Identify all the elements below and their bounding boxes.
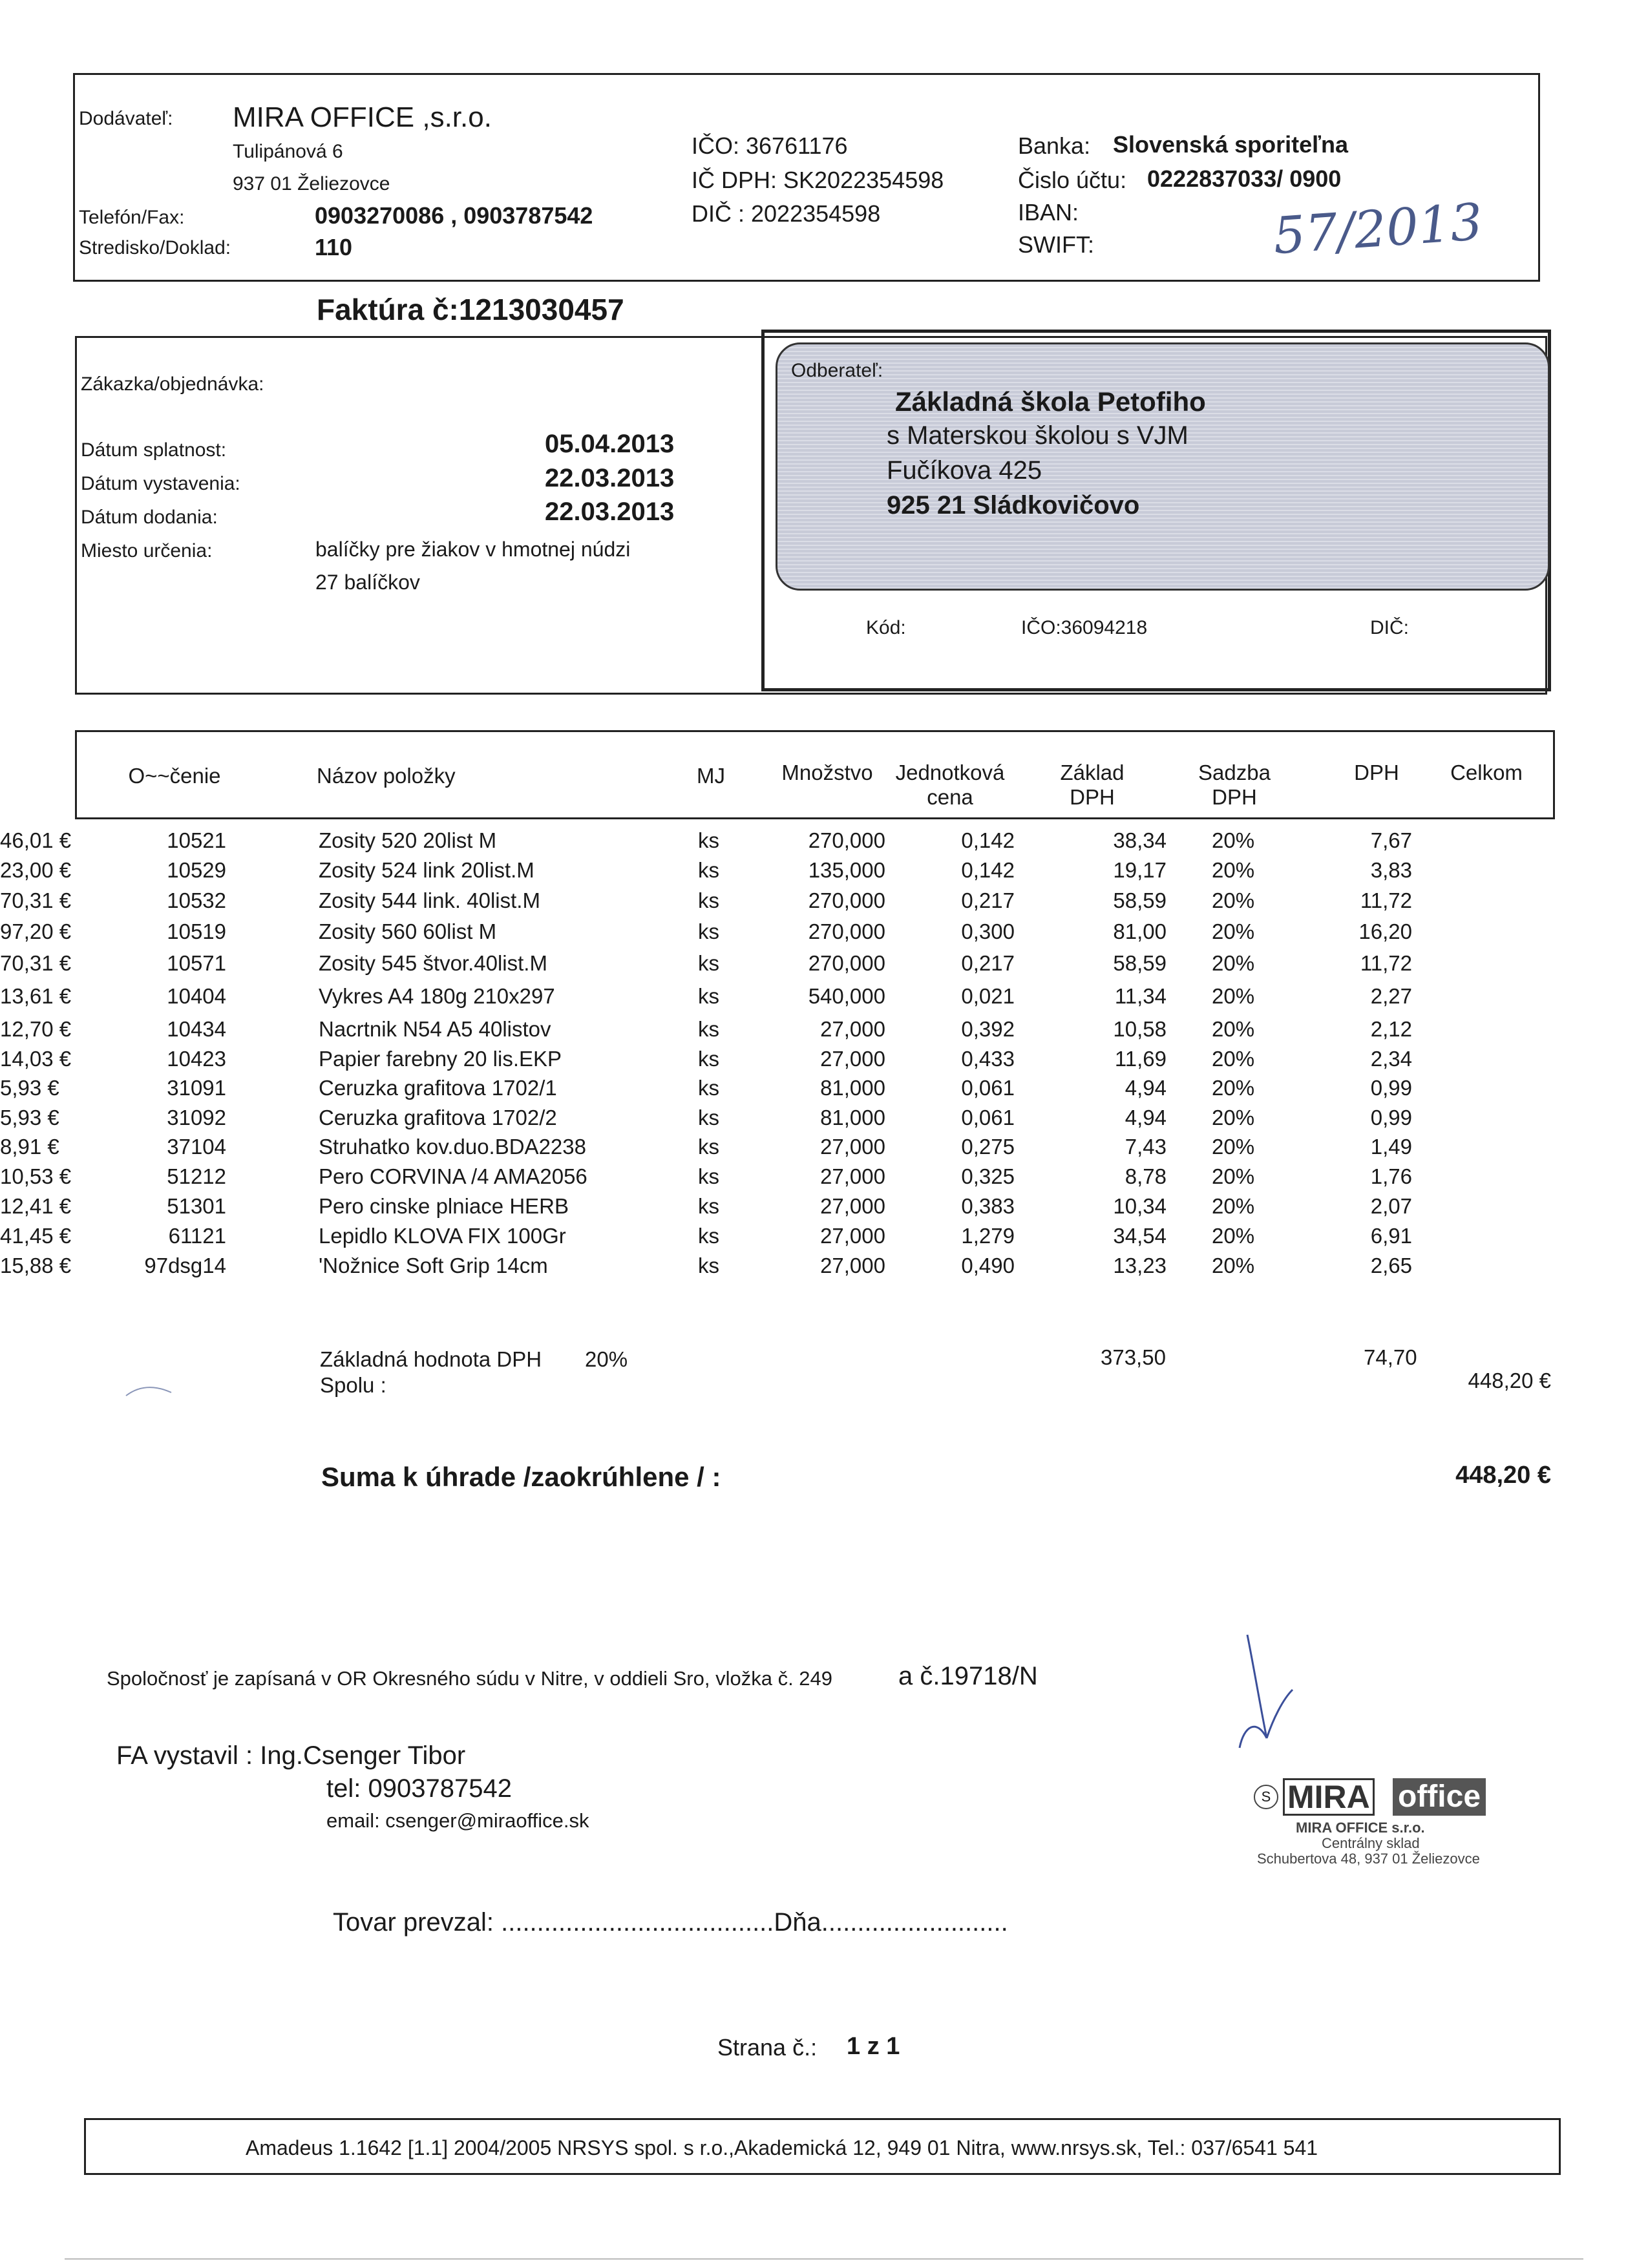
th-base-1: Základ xyxy=(1060,761,1125,784)
cell-total: 12,41 € xyxy=(0,1194,72,1218)
dest-line1: balíčky pre žiakov v hmotnej núdzi xyxy=(315,538,631,561)
due-value: 05.04.2013 xyxy=(545,430,675,458)
cell-vat: 2,12 xyxy=(1370,1017,1412,1041)
table-row xyxy=(0,1017,1648,1047)
cell-name: Zosity 524 link 20list.M xyxy=(319,858,534,882)
th-total: Celkom xyxy=(1450,761,1523,784)
cell-rate: 20% xyxy=(1212,951,1255,975)
cell-mj: ks xyxy=(698,1224,719,1248)
bank-label: Banka: xyxy=(1018,132,1091,159)
customer-label: Odberateľ: xyxy=(791,360,883,381)
cell-code: 10532 xyxy=(167,888,226,912)
cell-total: 8,91 € xyxy=(0,1135,59,1159)
cell-base: 8,78 xyxy=(1125,1164,1167,1188)
th-code: O~~čenie xyxy=(128,764,221,788)
customer-ico: IČO:36094218 xyxy=(1021,617,1148,638)
cell-code: 51301 xyxy=(167,1194,226,1218)
stamp-brand-left: MIRA xyxy=(1283,1778,1375,1816)
center-label: Stredisko/Doklad: xyxy=(79,237,231,258)
cell-name: Zosity 545 štvor.40list.M xyxy=(319,951,547,975)
base-rate: 20% xyxy=(585,1347,628,1371)
cell-rate: 20% xyxy=(1212,1135,1255,1159)
cell-vat: 16,20 xyxy=(1358,919,1412,943)
th-mj: MJ xyxy=(697,764,725,788)
cell-qty: 81,000 xyxy=(820,1106,885,1129)
cell-rate: 20% xyxy=(1212,984,1255,1008)
scan-edge-divider xyxy=(65,2258,1583,2260)
cell-vat: 1,76 xyxy=(1370,1164,1412,1188)
bank-value: Slovenská sporiteľna xyxy=(1113,131,1349,158)
cell-total: 12,70 € xyxy=(0,1017,72,1041)
cell-qty: 27,000 xyxy=(820,1017,885,1041)
cell-unit: 0,217 xyxy=(961,888,1015,912)
cell-qty: 270,000 xyxy=(808,951,885,975)
cell-mj: ks xyxy=(698,1106,719,1129)
cell-base: 4,94 xyxy=(1125,1106,1167,1129)
cell-unit: 0,490 xyxy=(961,1254,1015,1277)
cell-mj: ks xyxy=(698,1017,719,1041)
cell-total: 10,53 € xyxy=(0,1164,72,1188)
cell-vat: 2,34 xyxy=(1370,1047,1412,1071)
cell-base: 4,94 xyxy=(1125,1076,1167,1100)
cell-mj: ks xyxy=(698,1135,719,1159)
cell-qty: 270,000 xyxy=(808,888,885,912)
cell-code: 51212 xyxy=(167,1164,226,1188)
customer-line2: s Materskou školou s VJM xyxy=(887,421,1188,450)
delivered-label: Dátum dodania: xyxy=(81,507,218,528)
customer-name: Základná škola Petofiho xyxy=(895,386,1206,417)
cell-qty: 27,000 xyxy=(820,1254,885,1277)
cell-unit: 0,392 xyxy=(961,1017,1015,1041)
swift-label: SWIFT: xyxy=(1018,231,1094,258)
delivered-value: 22.03.2013 xyxy=(545,498,675,526)
cell-name: Pero CORVINA /4 AMA2056 xyxy=(319,1164,587,1188)
cell-base: 10,34 xyxy=(1113,1194,1167,1218)
cell-unit: 0,142 xyxy=(961,858,1015,882)
cell-total: 70,31 € xyxy=(0,951,72,975)
cell-base: 58,59 xyxy=(1113,951,1167,975)
issuer-tel: tel: 0903787542 xyxy=(326,1774,512,1803)
phone-value: 0903270086 , 0903787542 xyxy=(315,202,593,229)
cell-name: Zosity 560 60list M xyxy=(319,919,497,943)
cell-base: 38,34 xyxy=(1113,828,1167,852)
cell-mj: ks xyxy=(698,1194,719,1218)
table-row xyxy=(0,919,1648,949)
table-row xyxy=(0,1047,1648,1076)
cell-rate: 20% xyxy=(1212,1106,1255,1129)
cell-qty: 81,000 xyxy=(820,1076,885,1100)
cell-vat: 7,67 xyxy=(1370,828,1412,852)
software-text: Amadeus 1.1642 [1.1] 2004/2005 NRSYS spol. s r.o.,Akademická 12, 949 01 Nitra, www.nrsys.sk, Tel.: 037/6541 541 xyxy=(246,2136,1318,2159)
issuer-text: FA vystavil : Ing.Csenger Tibor xyxy=(116,1741,466,1770)
th-rate-2: DPH xyxy=(1212,785,1257,809)
th-rate-1: Sadzba xyxy=(1198,761,1271,784)
cell-total: 41,45 € xyxy=(0,1224,72,1248)
invoice-title: Faktúra č:1213030457 xyxy=(317,293,624,326)
cell-unit: 0,061 xyxy=(961,1106,1015,1129)
issuer-email: email: csenger@miraoffice.sk xyxy=(326,1809,589,1832)
th-unit-2: cena xyxy=(927,785,973,809)
cell-code: 10423 xyxy=(167,1047,226,1071)
cell-code: 10519 xyxy=(167,919,226,943)
pencil-mark-icon xyxy=(123,1380,174,1399)
cell-vat: 0,99 xyxy=(1370,1106,1412,1129)
cell-rate: 20% xyxy=(1212,888,1255,912)
table-row xyxy=(0,1135,1648,1164)
cell-code: 10529 xyxy=(167,858,226,882)
table-row xyxy=(0,1224,1648,1254)
cell-name: Vykres A4 180g 210x297 xyxy=(319,984,555,1008)
cell-mj: ks xyxy=(698,1076,719,1100)
table-row xyxy=(0,858,1648,888)
table-row xyxy=(0,1106,1648,1135)
cell-code: 31092 xyxy=(167,1106,226,1129)
cell-total: 13,61 € xyxy=(0,984,72,1008)
cell-vat: 2,07 xyxy=(1370,1194,1412,1218)
cell-qty: 27,000 xyxy=(820,1164,885,1188)
cell-base: 11,69 xyxy=(1114,1047,1167,1071)
cell-unit: 0,300 xyxy=(961,919,1015,943)
total-value: 448,20 € xyxy=(1468,1369,1551,1392)
cell-unit: 0,433 xyxy=(961,1047,1015,1071)
cell-vat: 3,83 xyxy=(1370,858,1412,882)
phone-label: Telefón/Fax: xyxy=(79,207,185,228)
th-vat: DPH xyxy=(1354,761,1399,784)
cell-name: Papier farebny 20 lis.EKP xyxy=(319,1047,562,1071)
cell-qty: 270,000 xyxy=(808,828,885,852)
cell-base: 34,54 xyxy=(1113,1224,1167,1248)
cell-name: 'Nožnice Soft Grip 14cm xyxy=(319,1254,548,1277)
cell-name: Struhatko kov.duo.BDA2238 xyxy=(319,1135,586,1159)
customer-street: Fučíkova 425 xyxy=(887,456,1042,485)
supplier-name: MIRA OFFICE ,s.r.o. xyxy=(233,101,492,133)
cell-vat: 0,99 xyxy=(1370,1076,1412,1100)
cell-total: 97,20 € xyxy=(0,919,72,943)
th-qty: Množstvo xyxy=(781,761,873,784)
account-value: 0222837033/ 0900 xyxy=(1147,165,1342,192)
cell-vat: 1,49 xyxy=(1370,1135,1412,1159)
cell-name: Ceruzka grafitova 1702/1 xyxy=(319,1076,557,1100)
center-value: 110 xyxy=(315,234,353,260)
cell-rate: 20% xyxy=(1212,1017,1255,1041)
cell-code: 10571 xyxy=(167,951,226,975)
cell-vat: 2,65 xyxy=(1370,1254,1412,1277)
table-row xyxy=(0,888,1648,918)
cell-mj: ks xyxy=(698,858,719,882)
cell-rate: 20% xyxy=(1212,1164,1255,1188)
table-row xyxy=(0,951,1648,981)
cell-total: 5,93 € xyxy=(0,1076,59,1100)
page-label: Strana č.: xyxy=(717,2034,818,2061)
cell-code: 37104 xyxy=(167,1135,226,1159)
signature-icon xyxy=(1221,1628,1312,1758)
cell-base: 13,23 xyxy=(1113,1254,1167,1277)
cell-rate: 20% xyxy=(1212,858,1255,882)
base-value: 373,50 xyxy=(1101,1345,1166,1369)
cell-base: 19,17 xyxy=(1113,858,1167,882)
supplier-street: Tulipánová 6 xyxy=(233,141,343,162)
handwritten-note: 57/2013 xyxy=(1271,193,1484,266)
cell-qty: 135,000 xyxy=(808,858,885,882)
cell-total: 14,03 € xyxy=(0,1047,72,1071)
due-label: Dátum splatnost: xyxy=(81,439,227,461)
cell-total: 15,88 € xyxy=(0,1254,72,1277)
cell-total: 70,31 € xyxy=(0,888,72,912)
cell-qty: 27,000 xyxy=(820,1135,885,1159)
cell-base: 81,00 xyxy=(1113,919,1167,943)
cell-unit: 0,021 xyxy=(961,984,1015,1008)
cell-rate: 20% xyxy=(1212,1224,1255,1248)
cell-name: Lepidlo KLOVA FIX 100Gr xyxy=(319,1224,566,1248)
cell-vat: 11,72 xyxy=(1360,951,1412,975)
cell-mj: ks xyxy=(698,1164,719,1188)
registry-text: Spoločnosť je zapísaná v OR Okresného súdu v Nitre, v oddieli Sro, vložka č. 249 xyxy=(107,1667,833,1690)
code-label: Kód: xyxy=(866,617,906,638)
supplier-label: Dodávateľ: xyxy=(79,108,173,129)
cell-vat: 6,91 xyxy=(1370,1224,1412,1248)
supplier-dic: DIČ : 2022354598 xyxy=(692,200,881,227)
cell-vat: 11,72 xyxy=(1360,888,1412,912)
th-name: Názov položky xyxy=(317,764,456,788)
stamp-line3: Schubertova 48, 937 01 Želiezovce xyxy=(1257,1851,1480,1867)
page-value: 1 z 1 xyxy=(847,2033,900,2060)
table-row xyxy=(0,1254,1648,1283)
cell-name: Ceruzka grafitova 1702/2 xyxy=(319,1106,557,1129)
cell-mj: ks xyxy=(698,1047,719,1071)
cell-mj: ks xyxy=(698,951,719,975)
cell-qty: 540,000 xyxy=(808,984,885,1008)
th-base-2: DPH xyxy=(1070,785,1115,809)
order-label: Zákazka/objednávka: xyxy=(81,373,264,395)
cell-mj: ks xyxy=(698,919,719,943)
table-row xyxy=(0,1076,1648,1106)
cell-qty: 27,000 xyxy=(820,1224,885,1248)
cell-unit: 0,061 xyxy=(961,1076,1015,1100)
cell-unit: 1,279 xyxy=(961,1224,1015,1248)
cell-mj: ks xyxy=(698,888,719,912)
cell-rate: 20% xyxy=(1212,828,1255,852)
table-row xyxy=(0,1164,1648,1194)
cell-code: 97dsg14 xyxy=(144,1254,226,1277)
supplier-icdph: IČ DPH: SK2022354598 xyxy=(692,167,944,193)
table-row xyxy=(0,984,1648,1014)
cell-code: 61121 xyxy=(168,1224,226,1248)
cell-rate: 20% xyxy=(1212,919,1255,943)
account-label: Čislo účtu: xyxy=(1018,167,1127,193)
cell-mj: ks xyxy=(698,984,719,1008)
cell-unit: 0,217 xyxy=(961,951,1015,975)
cell-code: 10434 xyxy=(167,1017,226,1041)
cell-base: 7,43 xyxy=(1125,1135,1167,1159)
cell-mj: ks xyxy=(698,1254,719,1277)
registry-number: a č.19718/N xyxy=(898,1662,1038,1690)
cell-rate: 20% xyxy=(1212,1194,1255,1218)
cell-base: 10,58 xyxy=(1113,1017,1167,1041)
cell-code: 10521 xyxy=(167,828,226,852)
cell-unit: 0,325 xyxy=(961,1164,1015,1188)
pay-label: Suma k úhrade /zaokrúhlene / : xyxy=(321,1462,721,1492)
cell-unit: 0,383 xyxy=(961,1194,1015,1218)
cell-vat: 2,27 xyxy=(1370,984,1412,1008)
issued-value: 22.03.2013 xyxy=(545,464,675,492)
cell-code: 31091 xyxy=(167,1076,226,1100)
table-row xyxy=(0,828,1648,858)
stamp-brand-right: office xyxy=(1393,1778,1486,1816)
stamp-circle-icon: S xyxy=(1254,1785,1278,1809)
stamp-line2: Centrálny sklad xyxy=(1322,1835,1420,1851)
issued-label: Dátum vystavenia: xyxy=(81,473,240,494)
cell-base: 11,34 xyxy=(1114,984,1167,1008)
cell-qty: 27,000 xyxy=(820,1047,885,1071)
cell-name: Nacrtnik N54 A5 40listov xyxy=(319,1017,551,1041)
pay-value: 448,20 € xyxy=(1455,1462,1551,1489)
cell-mj: ks xyxy=(698,828,719,852)
cell-qty: 27,000 xyxy=(820,1194,885,1218)
supplier-ico: IČO: 36761176 xyxy=(692,132,848,159)
vat-value: 74,70 xyxy=(1364,1345,1417,1369)
total-label: Spolu : xyxy=(320,1373,386,1397)
table-row xyxy=(0,1194,1648,1224)
cell-unit: 0,275 xyxy=(961,1135,1015,1159)
cell-total: 5,93 € xyxy=(0,1106,59,1129)
stamp-line1: MIRA OFFICE s.r.o. xyxy=(1296,1820,1425,1836)
cell-total: 23,00 € xyxy=(0,858,72,882)
cell-rate: 20% xyxy=(1212,1076,1255,1100)
cell-unit: 0,142 xyxy=(961,828,1015,852)
base-label: Základná hodnota DPH xyxy=(320,1347,542,1371)
cell-name: Zosity 544 link. 40list.M xyxy=(319,888,540,912)
customer-dic-label: DIČ: xyxy=(1370,617,1409,638)
cell-total: 46,01 € xyxy=(0,828,72,852)
cell-rate: 20% xyxy=(1212,1254,1255,1277)
th-unit-1: Jednotková xyxy=(895,761,1005,784)
customer-city: 925 21 Sládkovičovo xyxy=(887,491,1140,520)
supplier-city: 937 01 Želiezovce xyxy=(233,173,390,194)
cell-base: 58,59 xyxy=(1113,888,1167,912)
iban-label: IBAN: xyxy=(1018,199,1079,226)
dest-label: Miesto určenia: xyxy=(81,540,213,562)
cell-name: Zosity 520 20list M xyxy=(319,828,497,852)
cell-qty: 270,000 xyxy=(808,919,885,943)
received-line: Tovar prevzal: ......................................Dňa.......................... xyxy=(333,1908,1008,1937)
cell-rate: 20% xyxy=(1212,1047,1255,1071)
dest-line2: 27 balíčkov xyxy=(315,571,420,594)
cell-code: 10404 xyxy=(167,984,226,1008)
cell-name: Pero cinske plniace HERB xyxy=(319,1194,569,1218)
